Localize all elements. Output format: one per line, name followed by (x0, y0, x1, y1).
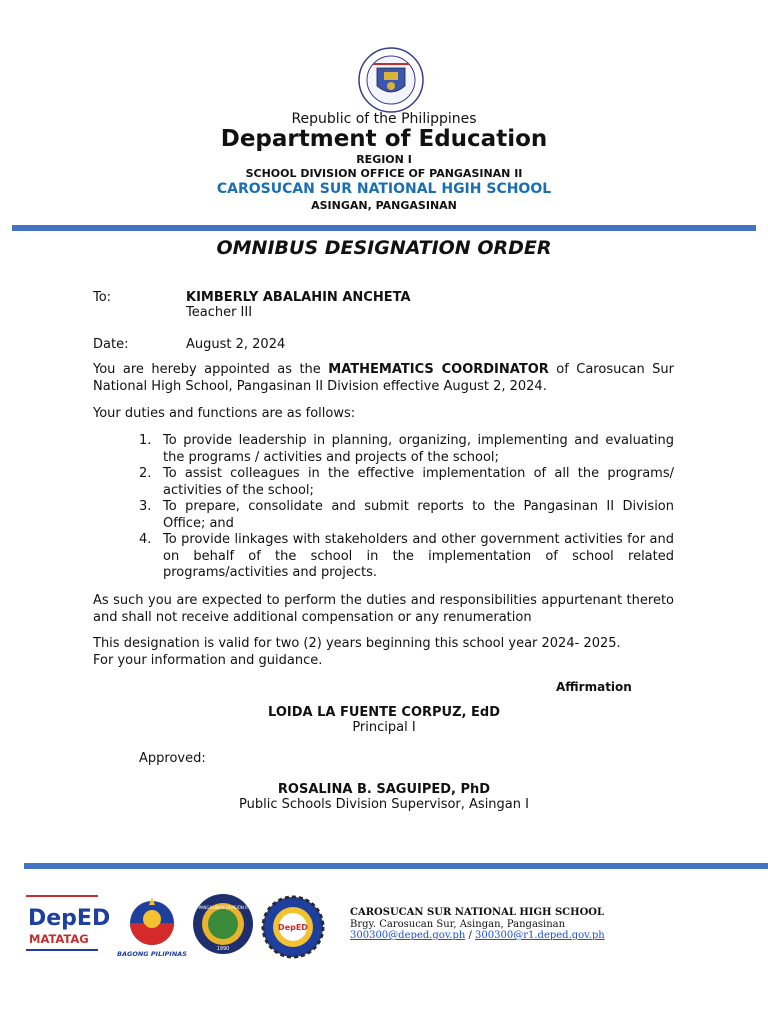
duty-number: 4. (139, 532, 152, 547)
principal-name: LOIDA LA FUENTE CORPUZ, EdD (268, 705, 500, 720)
appoint-pre: You are hereby appointed as the (93, 362, 329, 377)
duty-number: 3. (139, 499, 152, 514)
appoint-post: of Carosucan Sur National High School, Pangasinan II Division effective August 2, 2024. (93, 362, 675, 394)
region-line: REGION I (356, 153, 412, 166)
duty-number: 1. (139, 433, 152, 448)
affirmation-label: Affirmation (556, 680, 632, 694)
department-title: Department of Education (220, 126, 548, 152)
date-label: Date: (93, 337, 129, 352)
school-location: ASINGAN, PANGASINAN (311, 199, 457, 212)
division-office-line: SCHOOL DIVISION OFFICE OF PANGASINAN II (245, 167, 523, 180)
svg-text:DepED: DepED (28, 906, 111, 931)
duty-number: 2. (139, 466, 152, 481)
svg-text:BAGONG PILIPINAS: BAGONG PILIPINAS (117, 950, 187, 958)
footer-emails (350, 930, 605, 942)
duty-text: To assist colleagues in the effective implementation of all the programs/ activities of the school; (163, 466, 674, 498)
svg-text:MATATAG: MATATAG (29, 932, 89, 946)
duties-intro: Your duties and functions are as follows: (93, 406, 356, 421)
svg-text:1990: 1990 (216, 946, 230, 952)
duty-item (139, 433, 674, 466)
republic-line: Republic of the Philippines (291, 111, 477, 127)
principal-title: Principal I (352, 720, 416, 735)
header-divider (12, 225, 756, 231)
duty-item (139, 499, 674, 532)
email-separator: / (465, 930, 476, 941)
email-link-1[interactable]: 300300@deped.gov.ph (350, 930, 466, 941)
email-link-2[interactable]: 300300@r1.deped.gov.ph (475, 930, 605, 941)
footer-contact (350, 907, 605, 942)
duties-list (139, 433, 674, 582)
duty-item (139, 532, 674, 582)
duty-text: To provide leadership in planning, organizing, implementing and evaluating the programs / activities and projects of the school; (163, 433, 674, 465)
closing-line: For your information and guidance. (93, 653, 323, 668)
school-name-header: CAROSUCAN SUR NATIONAL HGIH SCHOOL (216, 181, 552, 197)
order-title: OMNIBUS DESIGNATION ORDER (216, 237, 552, 259)
bagong-pilipinas-logo (116, 893, 188, 959)
duty-item (139, 466, 674, 499)
supervisor-title: Public Schools Division Supervisor, Asingan I (239, 797, 529, 812)
appointment-paragraph (93, 362, 674, 395)
supervisor-name: ROSALINA B. SAGUIPED, PhD (277, 782, 491, 797)
duty-text: To provide linkages with stakeholders and other government activities for and on behalf of the school in the implementation of school related programs/activities and projects. (163, 532, 674, 580)
approved-label: Approved: (139, 751, 206, 766)
date-value: August 2, 2024 (186, 337, 286, 352)
to-label: To: (93, 290, 112, 305)
division-seal (190, 893, 256, 955)
footer-divider (24, 863, 768, 869)
svg-text:DepED: DepED (278, 923, 308, 932)
appointed-role: MATHEMATICS COORDINATOR (328, 362, 549, 377)
school-seal (260, 895, 326, 959)
footer-school-name: CAROSUCAN SUR NATIONAL HIGH SCHOOL (350, 907, 605, 918)
deped-seal (351, 46, 431, 114)
recipient-name: KIMBERLY ABALAHIN ANCHETA (186, 290, 411, 305)
svg-text:PANGASINAN DIVISION II: PANGASINAN DIVISION II (198, 905, 248, 910)
recipient-position: Teacher III (186, 305, 253, 320)
duty-text: To prepare, consolidate and submit reports to the Pangasinan II Division Office; and (163, 499, 674, 531)
expectation-paragraph: As such you are expected to perform the duties and responsibilities appurtenant thereto and shall not receive additional compensation or any renumeration (93, 593, 674, 625)
validity-line: This designation is valid for two (2) years beginning this school year 2024- 2025. (93, 636, 621, 651)
footer-address: Brgy. Carosucan Sur, Asingan, Pangasinan (350, 918, 566, 930)
deped-matatag-logo (26, 895, 111, 959)
